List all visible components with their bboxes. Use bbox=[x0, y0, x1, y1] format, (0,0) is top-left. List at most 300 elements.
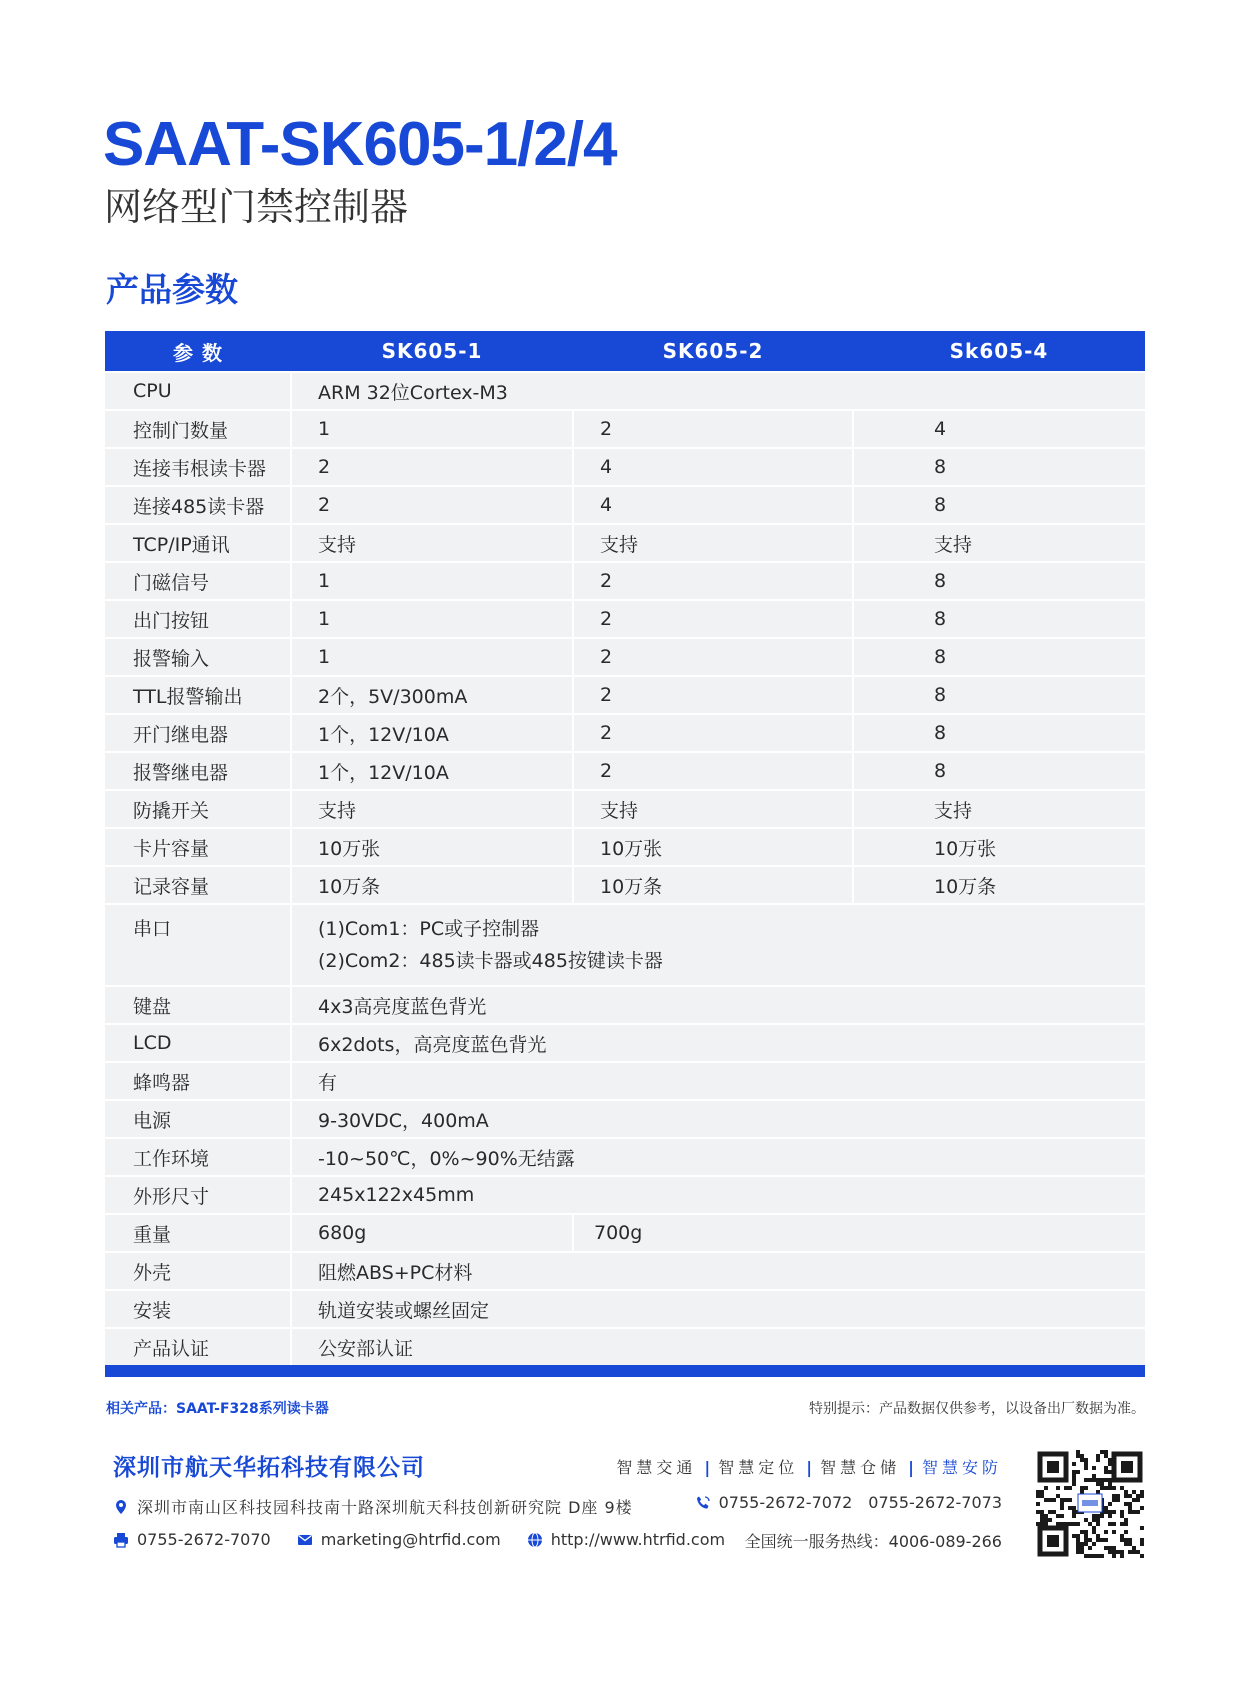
qr-module bbox=[1076, 1550, 1080, 1554]
param-value: 10万条 bbox=[291, 866, 573, 904]
qr-module bbox=[1036, 1502, 1040, 1506]
param-name: 键盘 bbox=[105, 986, 291, 1024]
bottom-accent-bar bbox=[105, 1365, 1145, 1377]
qr-module bbox=[1100, 1514, 1104, 1518]
qr-module bbox=[1076, 1538, 1080, 1542]
qr-module bbox=[1136, 1494, 1140, 1498]
qr-module bbox=[1136, 1510, 1140, 1514]
qr-module bbox=[1072, 1506, 1076, 1510]
qr-module bbox=[1100, 1538, 1104, 1542]
qr-module bbox=[1048, 1510, 1052, 1514]
qr-module bbox=[1076, 1450, 1080, 1454]
qr-module bbox=[1120, 1486, 1124, 1490]
param-name: 连接韦根读卡器 bbox=[105, 448, 291, 486]
param-value: 680g bbox=[291, 1214, 573, 1252]
qr-module bbox=[1128, 1510, 1132, 1514]
qr-module bbox=[1084, 1538, 1088, 1542]
qr-module bbox=[1080, 1458, 1084, 1462]
qr-module bbox=[1104, 1506, 1108, 1510]
qr-module bbox=[1064, 1498, 1068, 1502]
spec-row bbox=[105, 1100, 1145, 1138]
param-value: 2 bbox=[573, 600, 853, 638]
spec-row bbox=[105, 1328, 1145, 1365]
param-name: CPU bbox=[105, 372, 291, 410]
qr-module bbox=[1072, 1474, 1076, 1478]
qr-module bbox=[1080, 1530, 1084, 1534]
qr-module bbox=[1104, 1454, 1108, 1458]
param-value: 1个，12V/10A bbox=[291, 714, 573, 752]
spec-row bbox=[105, 986, 1145, 1024]
qr-module bbox=[1124, 1518, 1128, 1522]
param-value: 1 bbox=[291, 410, 573, 448]
column-header-sk605-2: SK605-2 bbox=[573, 331, 853, 372]
qr-module bbox=[1072, 1478, 1076, 1482]
qr-module bbox=[1100, 1482, 1104, 1486]
qr-module bbox=[1128, 1506, 1132, 1510]
qr-module bbox=[1108, 1462, 1112, 1466]
qr-module bbox=[1072, 1522, 1076, 1526]
param-value: 8 bbox=[853, 714, 1145, 752]
qr-module bbox=[1124, 1542, 1128, 1546]
qr-module bbox=[1040, 1510, 1044, 1514]
qr-module bbox=[1120, 1538, 1124, 1542]
qr-module bbox=[1036, 1522, 1040, 1526]
product-subtitle: 网络型门禁控制器 bbox=[104, 185, 409, 229]
spec-row bbox=[105, 1138, 1145, 1176]
qr-module bbox=[1112, 1550, 1116, 1554]
product-model-title: SAAT-SK605-1/2/4 bbox=[103, 110, 617, 179]
qr-module bbox=[1096, 1454, 1100, 1458]
qr-module bbox=[1096, 1538, 1100, 1542]
qr-module bbox=[1036, 1490, 1040, 1494]
param-value: 支持 bbox=[573, 524, 853, 562]
qr-module bbox=[1060, 1506, 1064, 1510]
param-name: 记录容量 bbox=[105, 866, 291, 904]
sector-divider: | bbox=[704, 1458, 711, 1477]
qr-module bbox=[1136, 1550, 1140, 1554]
param-value-shared: 轨道安装或螺丝固定 bbox=[291, 1290, 1145, 1328]
address-line bbox=[113, 1495, 633, 1518]
param-name: 门磁信号 bbox=[105, 562, 291, 600]
param-name: 工作环境 bbox=[105, 1138, 291, 1176]
qr-module bbox=[1096, 1482, 1100, 1486]
qr-module bbox=[1084, 1458, 1088, 1462]
param-value: 8 bbox=[853, 676, 1145, 714]
qr-module bbox=[1140, 1494, 1144, 1498]
spec-row bbox=[105, 486, 1145, 524]
qr-module bbox=[1068, 1522, 1072, 1526]
qr-module bbox=[1124, 1502, 1128, 1506]
param-name: TCP/IP通讯 bbox=[105, 524, 291, 562]
qr-module bbox=[1100, 1486, 1104, 1490]
qr-module bbox=[1132, 1510, 1136, 1514]
qr-module bbox=[1092, 1526, 1096, 1530]
qr-module bbox=[1104, 1486, 1108, 1490]
qr-module bbox=[1116, 1498, 1120, 1502]
qr-module bbox=[1116, 1494, 1120, 1498]
qr-module bbox=[1084, 1542, 1088, 1546]
qr-module bbox=[1068, 1506, 1072, 1510]
column-header-sk605-4: Sk605-4 bbox=[853, 331, 1145, 372]
spec-row bbox=[105, 638, 1145, 676]
spec-row bbox=[105, 562, 1145, 600]
param-name: 外壳 bbox=[105, 1252, 291, 1290]
qr-module bbox=[1128, 1502, 1132, 1506]
qr-module bbox=[1108, 1546, 1112, 1550]
param-value: 2 bbox=[573, 714, 853, 752]
qr-module bbox=[1036, 1494, 1040, 1498]
qr-module bbox=[1064, 1486, 1068, 1490]
qr-module bbox=[1072, 1510, 1076, 1514]
param-value: 支持 bbox=[291, 790, 573, 828]
qr-module bbox=[1092, 1554, 1096, 1558]
qr-module bbox=[1096, 1554, 1100, 1558]
param-name: 出门按钮 bbox=[105, 600, 291, 638]
phone-line bbox=[695, 1493, 1002, 1512]
qr-module bbox=[1120, 1554, 1124, 1558]
qr-module bbox=[1092, 1530, 1096, 1534]
address-text: 深圳市南山区科技园科技南十路深圳航天科技创新研究院 D座 9楼 bbox=[137, 1498, 633, 1517]
email-address[interactable]: marketing@htrfid.com bbox=[320, 1530, 501, 1549]
qr-module bbox=[1048, 1518, 1052, 1522]
qr-module bbox=[1084, 1462, 1088, 1466]
spec-row bbox=[105, 866, 1145, 904]
qr-module bbox=[1096, 1534, 1100, 1538]
qr-module bbox=[1124, 1522, 1128, 1526]
qr-module bbox=[1112, 1522, 1116, 1526]
qr-module bbox=[1124, 1530, 1128, 1534]
phone-number-1[interactable]: 0755-2672-7072 bbox=[718, 1493, 853, 1512]
param-name: 连接485读卡器 bbox=[105, 486, 291, 524]
qr-module bbox=[1124, 1494, 1128, 1498]
param-value-shared: 阻燃ABS+PC材料 bbox=[291, 1252, 1145, 1290]
qr-module bbox=[1040, 1522, 1044, 1526]
param-value: 10万张 bbox=[853, 828, 1145, 866]
qr-module bbox=[1136, 1498, 1140, 1502]
qr-module bbox=[1076, 1470, 1080, 1474]
qr-module bbox=[1080, 1550, 1084, 1554]
spec-row bbox=[105, 1062, 1145, 1100]
qr-module bbox=[1104, 1470, 1108, 1474]
spec-row bbox=[105, 1024, 1145, 1062]
qr-module bbox=[1068, 1486, 1072, 1490]
spec-row bbox=[105, 714, 1145, 752]
spec-table-header bbox=[105, 331, 1145, 372]
qr-module bbox=[1076, 1542, 1080, 1546]
spec-table bbox=[105, 331, 1145, 1365]
qr-module bbox=[1040, 1518, 1044, 1522]
spec-row bbox=[105, 448, 1145, 486]
qr-module bbox=[1076, 1534, 1080, 1538]
qr-module bbox=[1112, 1498, 1116, 1502]
qr-module bbox=[1108, 1486, 1112, 1490]
param-value: 8 bbox=[853, 752, 1145, 790]
qr-module bbox=[1112, 1486, 1116, 1490]
qr-module bbox=[1084, 1530, 1088, 1534]
param-value: 2 bbox=[573, 676, 853, 714]
qr-module bbox=[1056, 1486, 1060, 1490]
param-value: 1 bbox=[291, 638, 573, 676]
qr-module bbox=[1092, 1514, 1096, 1518]
spec-row bbox=[105, 410, 1145, 448]
qr-module bbox=[1132, 1550, 1136, 1554]
qr-module bbox=[1060, 1514, 1064, 1518]
qr-module bbox=[1092, 1466, 1096, 1470]
phone-icon bbox=[695, 1495, 711, 1511]
spec-row bbox=[105, 600, 1145, 638]
qr-module bbox=[1120, 1522, 1124, 1526]
spec-row bbox=[105, 524, 1145, 562]
phone-number-2[interactable]: 0755-2672-7073 bbox=[868, 1493, 1002, 1512]
param-value-shared: 公安部认证 bbox=[291, 1328, 1145, 1365]
qr-module bbox=[1096, 1490, 1100, 1494]
qr-module bbox=[1060, 1522, 1064, 1526]
param-value: 2 bbox=[291, 448, 573, 486]
param-value: 8 bbox=[853, 638, 1145, 676]
param-value-line: (1)Com1：PC或子控制器 bbox=[318, 918, 540, 940]
param-value: 支持 bbox=[291, 524, 573, 562]
qr-module bbox=[1056, 1494, 1060, 1498]
column-header-param: 参 数 bbox=[105, 331, 291, 372]
qr-module bbox=[1124, 1538, 1128, 1542]
spec-row bbox=[105, 372, 1145, 410]
qr-module bbox=[1084, 1518, 1088, 1522]
qr-module bbox=[1104, 1450, 1108, 1454]
website-link[interactable]: http://www.htrfid.com bbox=[550, 1530, 726, 1549]
qr-module bbox=[1104, 1546, 1108, 1550]
param-name: 报警输入 bbox=[105, 638, 291, 676]
sector-traffic: 智慧交通 bbox=[616, 1458, 697, 1477]
qr-module bbox=[1044, 1498, 1048, 1502]
qr-module bbox=[1096, 1458, 1100, 1462]
param-value: 2个，5V/300mA bbox=[291, 676, 573, 714]
qr-module bbox=[1112, 1554, 1116, 1558]
qr-module bbox=[1060, 1502, 1064, 1506]
qr-module bbox=[1104, 1510, 1108, 1514]
param-name: 报警继电器 bbox=[105, 752, 291, 790]
sector-divider: | bbox=[908, 1458, 914, 1477]
qr-module bbox=[1088, 1538, 1092, 1542]
qr-module bbox=[1056, 1514, 1060, 1518]
param-value: 4 bbox=[573, 486, 853, 524]
sector-positioning: 智慧定位 bbox=[718, 1458, 799, 1477]
qr-module bbox=[1072, 1470, 1076, 1474]
param-value: 2 bbox=[291, 486, 573, 524]
qr-module bbox=[1044, 1518, 1048, 1522]
param-value: 2 bbox=[573, 638, 853, 676]
qr-module bbox=[1072, 1462, 1076, 1466]
param-name: 防撬开关 bbox=[105, 790, 291, 828]
qr-module bbox=[1040, 1514, 1044, 1518]
qr-module bbox=[1072, 1482, 1076, 1486]
spec-row bbox=[105, 1252, 1145, 1290]
qr-module bbox=[1140, 1554, 1144, 1558]
qr-module bbox=[1080, 1546, 1084, 1550]
globe-icon bbox=[527, 1532, 543, 1548]
qr-module bbox=[1108, 1458, 1112, 1462]
email-item bbox=[297, 1530, 501, 1549]
qr-module bbox=[1128, 1494, 1132, 1498]
qr-module bbox=[1040, 1490, 1044, 1494]
param-value: 支持 bbox=[573, 790, 853, 828]
qr-module bbox=[1128, 1542, 1132, 1546]
param-value: 1 bbox=[291, 600, 573, 638]
qr-module bbox=[1092, 1518, 1096, 1522]
sector-security: 智慧安防 bbox=[921, 1458, 1002, 1477]
param-name: 电源 bbox=[105, 1100, 291, 1138]
qr-module bbox=[1108, 1550, 1112, 1554]
param-name: 产品认证 bbox=[105, 1328, 291, 1365]
qr-module bbox=[1120, 1510, 1124, 1514]
qr-module bbox=[1096, 1514, 1100, 1518]
qr-module bbox=[1140, 1526, 1144, 1530]
sector-divider: | bbox=[806, 1458, 813, 1477]
param-value: 支持 bbox=[853, 524, 1145, 562]
param-value: 10万张 bbox=[573, 828, 853, 866]
qr-module bbox=[1104, 1478, 1108, 1482]
qr-module bbox=[1120, 1550, 1124, 1554]
qr-module bbox=[1100, 1478, 1104, 1482]
param-value: 4 bbox=[853, 410, 1145, 448]
qr-module bbox=[1072, 1534, 1076, 1538]
qr-module bbox=[1048, 1498, 1052, 1502]
qr-module bbox=[1096, 1518, 1100, 1522]
qr-module bbox=[1140, 1542, 1144, 1546]
related-products[interactable]: 相关产品：SAAT-F328系列读卡器 bbox=[106, 1401, 329, 1417]
qr-module bbox=[1088, 1554, 1092, 1558]
qr-module bbox=[1080, 1486, 1084, 1490]
param-value: 10万条 bbox=[853, 866, 1145, 904]
qr-module bbox=[1084, 1534, 1088, 1538]
spec-row bbox=[105, 1176, 1145, 1214]
qr-module bbox=[1092, 1474, 1096, 1478]
sector-warehouse: 智慧仓储 bbox=[820, 1458, 901, 1477]
param-value: 2 bbox=[573, 752, 853, 790]
qr-module bbox=[1108, 1478, 1112, 1482]
qr-module bbox=[1076, 1522, 1080, 1526]
fax-item bbox=[113, 1530, 271, 1549]
qr-module bbox=[1108, 1502, 1112, 1506]
qr-module bbox=[1140, 1538, 1144, 1542]
fax-number: 0755-2672-7070 bbox=[137, 1530, 271, 1549]
service-hotline: 全国统一服务热线：4006-089-266 bbox=[744, 1532, 1002, 1551]
qr-module bbox=[1052, 1510, 1056, 1514]
param-value-shared: 4x3高亮度蓝色背光 bbox=[291, 986, 1145, 1024]
company-name: 深圳市航天华拓科技有限公司 bbox=[113, 1455, 425, 1481]
qr-module bbox=[1104, 1538, 1108, 1542]
qr-module bbox=[1044, 1522, 1048, 1526]
qr-module bbox=[1068, 1498, 1072, 1502]
column-header-sk605-1: SK605-1 bbox=[291, 331, 573, 372]
contact-line bbox=[113, 1530, 751, 1549]
spec-row bbox=[105, 1290, 1145, 1328]
param-value: 支持 bbox=[853, 790, 1145, 828]
param-value: 8 bbox=[853, 486, 1145, 524]
qr-module bbox=[1092, 1478, 1096, 1482]
param-value: 8 bbox=[853, 562, 1145, 600]
spec-row bbox=[105, 676, 1145, 714]
qr-module bbox=[1140, 1490, 1144, 1494]
spec-row bbox=[105, 1214, 1145, 1252]
qr-module bbox=[1088, 1478, 1092, 1482]
param-value-line: (2)Com2：485读卡器或485按键读卡器 bbox=[318, 950, 663, 972]
qr-module bbox=[1132, 1546, 1136, 1550]
qr-module bbox=[1132, 1490, 1136, 1494]
param-value: 1个，12V/10A bbox=[291, 752, 573, 790]
website-item bbox=[527, 1530, 725, 1549]
section-title: 产品参数 bbox=[106, 270, 238, 309]
param-name: 控制门数量 bbox=[105, 410, 291, 448]
qr-module bbox=[1076, 1546, 1080, 1550]
qr-module bbox=[1116, 1550, 1120, 1554]
qr-module bbox=[1140, 1506, 1144, 1510]
param-value-shared: 245x122x45mm bbox=[291, 1176, 1145, 1214]
location-pin-icon bbox=[113, 1499, 129, 1515]
qr-module bbox=[1084, 1486, 1088, 1490]
disclaimer-note: 特别提示：产品数据仅供参考，以设备出厂数据为准。 bbox=[809, 1401, 1145, 1417]
param-name: 串口 bbox=[105, 904, 291, 986]
qr-module bbox=[1100, 1554, 1104, 1558]
qr-module bbox=[1120, 1534, 1124, 1538]
param-name: 蜂鸣器 bbox=[105, 1062, 291, 1100]
qr-module bbox=[1124, 1490, 1128, 1494]
qr-module bbox=[1052, 1498, 1056, 1502]
param-value-shared: 6x2dots，高亮度蓝色背光 bbox=[291, 1024, 1145, 1062]
param-value-shared bbox=[291, 904, 1145, 986]
param-value: 2 bbox=[573, 562, 853, 600]
qr-module bbox=[1072, 1514, 1076, 1518]
param-name: 开门继电器 bbox=[105, 714, 291, 752]
param-value-shared: 9-30VDC，400mA bbox=[291, 1100, 1145, 1138]
qr-module bbox=[1096, 1522, 1100, 1526]
param-value: 700g bbox=[573, 1214, 1145, 1252]
param-value: 8 bbox=[853, 600, 1145, 638]
qr-module bbox=[1108, 1470, 1112, 1474]
param-value: 4 bbox=[573, 448, 853, 486]
param-value: 10万张 bbox=[291, 828, 573, 866]
qr-module bbox=[1100, 1450, 1104, 1454]
qr-module bbox=[1080, 1454, 1084, 1458]
qr-module bbox=[1112, 1546, 1116, 1550]
business-sectors bbox=[616, 1455, 1002, 1478]
qr-code-image[interactable] bbox=[1036, 1450, 1144, 1558]
qr-module bbox=[1084, 1554, 1088, 1558]
qr-module bbox=[1084, 1478, 1088, 1482]
param-value: 8 bbox=[853, 448, 1145, 486]
qr-module bbox=[1132, 1498, 1136, 1502]
qr-module bbox=[1040, 1494, 1044, 1498]
param-name: LCD bbox=[105, 1024, 291, 1062]
spec-row bbox=[105, 790, 1145, 828]
qr-module bbox=[1076, 1454, 1080, 1458]
param-value: 10万条 bbox=[573, 866, 853, 904]
param-value-shared: 有 bbox=[291, 1062, 1145, 1100]
param-value-shared: ARM 32位Cortex-M3 bbox=[291, 372, 1145, 410]
qr-module bbox=[1064, 1522, 1068, 1526]
param-name: 卡片容量 bbox=[105, 828, 291, 866]
spec-row bbox=[105, 828, 1145, 866]
param-value: 2 bbox=[573, 410, 853, 448]
qr-module bbox=[1112, 1494, 1116, 1498]
qr-module bbox=[1112, 1530, 1116, 1534]
qr-module bbox=[1080, 1542, 1084, 1546]
spec-row bbox=[105, 752, 1145, 790]
qr-module bbox=[1088, 1522, 1092, 1526]
qr-module bbox=[1128, 1538, 1132, 1542]
fax-printer-icon bbox=[113, 1532, 129, 1548]
qr-module bbox=[1056, 1522, 1060, 1526]
param-value-shared: -10~50℃，0%~90%无结露 bbox=[291, 1138, 1145, 1176]
